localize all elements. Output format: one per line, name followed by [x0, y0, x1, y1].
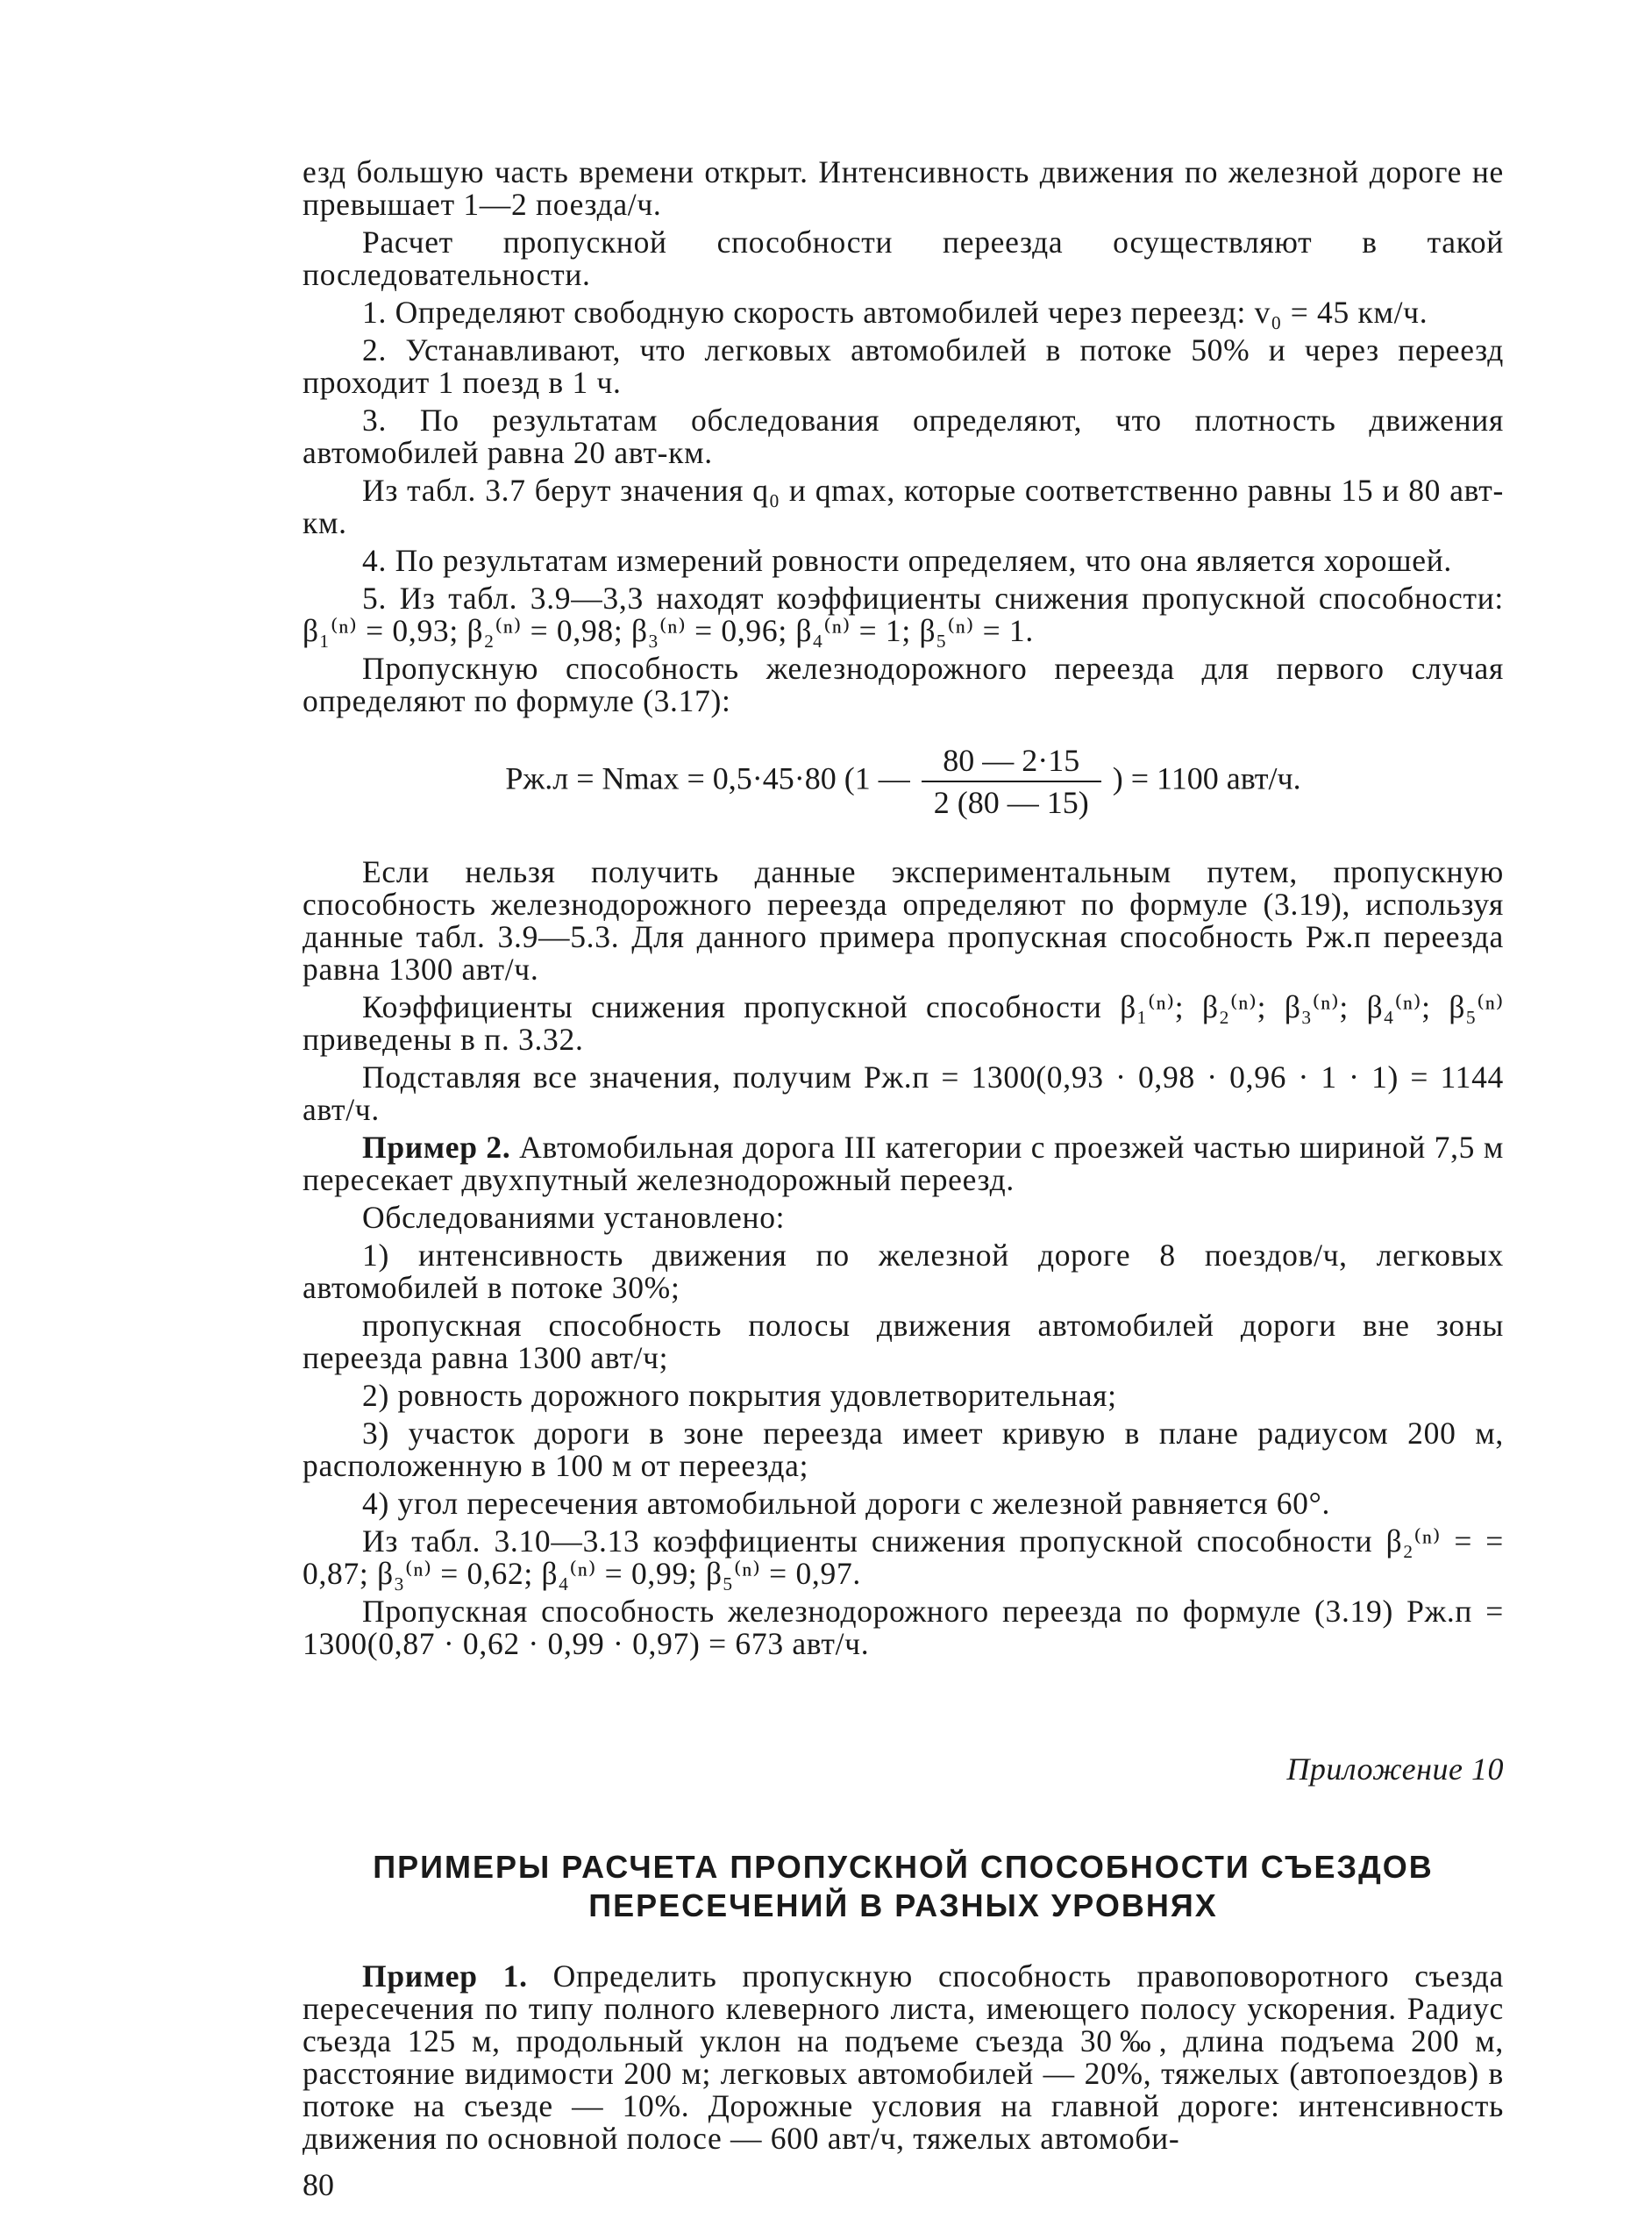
paragraph: 1) интенсивность движения по железной дороге 8 поездов/ч, легковых автомобилей в потоке 30%;: [303, 1238, 1504, 1305]
paragraph: 5. Из табл. 3.9—3,3 находят коэффициенты снижения пропускной способности: β₁⁽ⁿ⁾ = 0,93; β₂⁽ⁿ⁾ = 0,98; β₃⁽ⁿ⁾ = 0,96; β₄⁽ⁿ⁾ = 1; β₅⁽ⁿ⁾ = 1.: [303, 581, 1504, 648]
heading-line-2: ПЕРЕСЕЧЕНИЙ В РАЗНЫХ УРОВНЯХ: [588, 1887, 1218, 1923]
paragraph: 4) угол пересечения автомобильной дороги с железной равняется 60°.: [362, 1486, 1331, 1521]
section-heading: [303, 1848, 1504, 1925]
example-2-text: Автомобильная дорога III категории с проезжей частью шириной 7,5 м пересекает двухпутный железнодорожный переезд.: [303, 1130, 1504, 1197]
paragraph: Пропускную способность железнодорожного переезда для первого случая определяют по формуле (3.17):: [303, 651, 1504, 718]
example-1-label: Пример 1.: [362, 1958, 528, 1994]
paragraph: 3) участок дороги в зоне переезда имеет кривую в плане радиусом 200 м, расположенную в 100 м от переезда;: [303, 1416, 1504, 1483]
middle-section: [303, 856, 1504, 1660]
paragraph: Пропускная способность железнодорожного переезда по формуле (3.19) Pж.п = 1300(0,87 · 0,62 · 0,99 · 0,97) = 673 авт/ч.: [303, 1594, 1504, 1661]
paragraph: езд большую часть времени открыт. Интенсивность движения по железной дороге не превышает 1—2 поезда/ч.: [303, 154, 1504, 222]
example-1-paragraph: [303, 1960, 1504, 2155]
paragraph: Из табл. 3.10—3.13 коэффициенты снижения пропускной способности β₂⁽ⁿ⁾ = = 0,87; β₃⁽ⁿ⁾ = 0,62; β₄⁽ⁿ⁾ = 0,99; β₅⁽ⁿ⁾ = 0,97.: [303, 1523, 1504, 1591]
page-number: 80: [303, 2167, 334, 2202]
paragraph: 2. Устанавливают, что легковых автомобилей в потоке 50% и через переезд проходит 1 поезд в 1 ч.: [303, 332, 1504, 400]
formula-close: ) = 1100 авт/ч.: [1112, 760, 1301, 796]
example-2-label: Пример 2.: [362, 1130, 511, 1165]
formula-denominator: 2 (80 — 15): [933, 785, 1089, 820]
paragraph: 4. По результатам измерений ровности определяем, что она является хорошей.: [362, 543, 1452, 578]
top-section: [303, 156, 1504, 717]
example-2-paragraph: [303, 1131, 1504, 1196]
capacity-formula: [303, 744, 1504, 819]
appendix-label: Приложение 10: [1286, 1751, 1504, 1787]
paragraph: Коэффициенты снижения пропускной способности β₁⁽ⁿ⁾; β₂⁽ⁿ⁾; β₃⁽ⁿ⁾; β₄⁽ⁿ⁾; β₅⁽ⁿ⁾ приведены в п. 3.32.: [303, 989, 1504, 1057]
paragraph: Подставляя все значения, получим Pж.п = 1300(0,93 · 0,98 · 0,96 · 1 · 1) = 1144 авт/ч.: [303, 1059, 1504, 1127]
document-page: [303, 156, 1504, 2202]
example-1-text: Определить пропускную способность правоповоротного съезда пересечения по типу полного клеверного листа, имеющего полосу ускорения. Радиус съезда 125 м, продольный уклон на подъеме съезда 30‰, длина подъема 200 м, расстояние видимости 200 м; легковых автомобилей — 20%, тяжелых (автопоездов) в потоке на съезде — 10%. Дорожные условия на главной дороге: интенсивность движения по основной полосе — 600 авт/ч, тяжелых автомоби-: [303, 1958, 1505, 2156]
formula-fraction: [922, 744, 1101, 819]
heading-line-1: ПРИМЕРЫ РАСЧЕТА ПРОПУСКНОЙ СПОСОБНОСТИ СЪЕЗДОВ: [373, 1849, 1434, 1885]
paragraph: Из табл. 3.7 берут значения q₀ и qmax, которые соответственно равны 15 и 80 авт-км.: [303, 473, 1504, 540]
paragraph: пропускная способность полосы движения автомобилей дороги вне зоны переезда равна 1300 авт/ч;: [303, 1308, 1504, 1375]
paragraph: Если нельзя получить данные экспериментальным путем, пропускную способность железнодорожного переезда определяют по формуле (3.19), используя данные табл. 3.9—5.3. Для данного примера пропускная способность Pж.п переезда равна 1300 авт/ч.: [303, 854, 1504, 987]
paragraph: 2) ровность дорожного покрытия удовлетворительная;: [362, 1378, 1117, 1413]
paragraph: 1. Определяют свободную скорость автомобилей через переезд: v₀ = 45 км/ч.: [362, 295, 1428, 330]
paragraph: Обследованиями установлено:: [362, 1200, 786, 1235]
paragraph: 3. По результатам обследования определяют, что плотность движения автомобилей равна 20 авт-км.: [303, 403, 1504, 470]
formula-lhs: Pж.л = Nmax = 0,5·45·80: [505, 760, 837, 796]
formula-numerator: 80 — 2·15: [922, 744, 1101, 782]
formula-open: (1 —: [844, 760, 910, 796]
paragraph: Расчет пропускной способности переезда осуществляют в такой последовательности.: [303, 225, 1504, 292]
